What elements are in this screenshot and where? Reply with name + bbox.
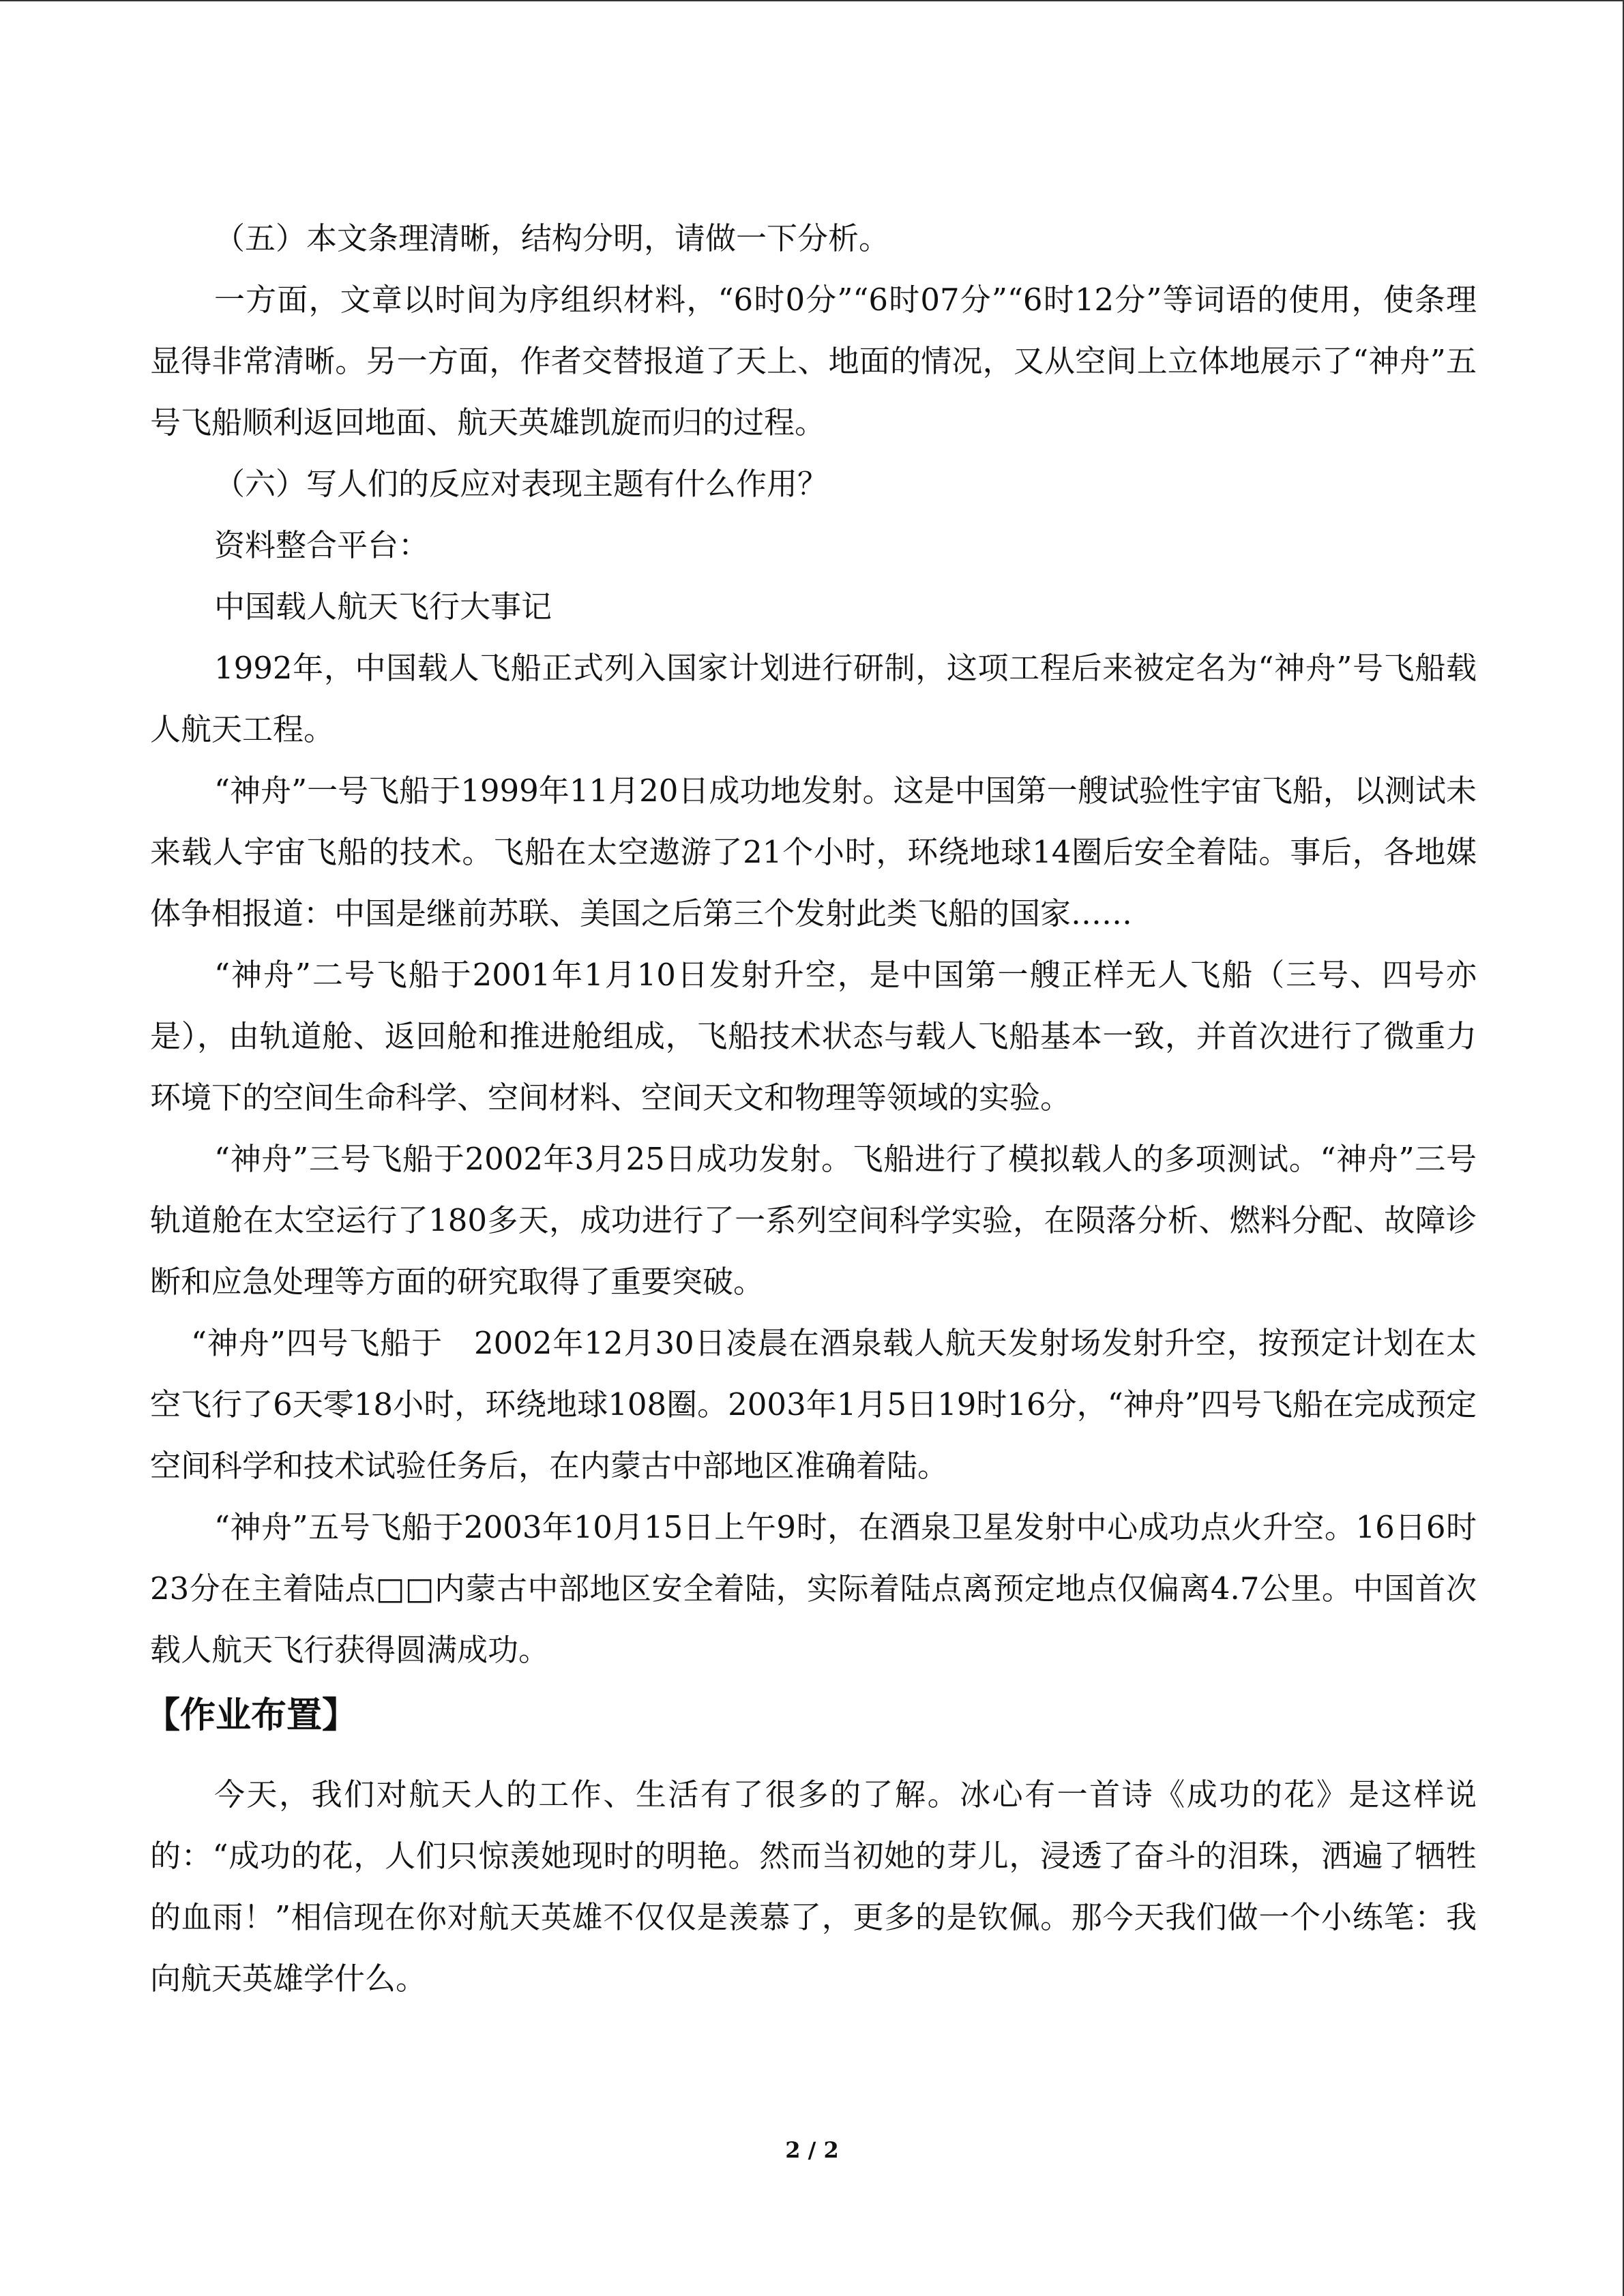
question-six: （六）写人们的反应对表现主题有什么作用？	[214, 466, 829, 502]
resource-platform-label: 资料整合平台：	[214, 527, 430, 563]
chronicle-shenzhou-3: “神舟”三号飞船于2002年3月25日成功发射。飞船进行了模拟载人的多项测试。“神舟”三号轨道舱在太空运行了180多天，成功进行了一系列空间科学实验，在陨落分析、燃料分配、故障诊断和应急处理等方面的研究取得了重要突破。	[150, 1141, 1477, 1300]
page-top-border	[0, 0, 1624, 1]
page-number: 2 / 2	[785, 2137, 839, 2163]
question-five: （五）本文条理清晰，结构分明，请做一下分析。	[214, 220, 890, 256]
chronicle-shenzhou-2: “神舟”二号飞船于2001年1月10日发射升空，是中国第一艘正样无人飞船（三号、四号亦是），由轨道舱、返回舱和推进舱组成，飞船技术状态与载人飞船基本一致，并首次进行了微重力环境下的空间生命科学、空间材料、空间天文和物理等领域的实验。	[150, 957, 1477, 1116]
homework-paragraph: 今天，我们对航天人的工作、生活有了很多的了解。冰心有一首诗《成功的花》是这样说的：“成功的花，人们只惊羡她现时的明艳。然而当初她的芽儿，浸透了奋斗的泪珠，洒遍了牺牲的血雨！”相信现在你对航天英雄不仅仅是羡慕了，更多的是钦佩。那今天我们做一个小练笔：我向航天英雄学什么。	[150, 1776, 1477, 1997]
homework-heading: 【作业布置】	[145, 1695, 358, 1736]
chronicle-1992: 1992年，中国载人飞船正式列入国家计划进行研制，这项工程后来被定名为“神舟”号飞船载人航天工程。	[150, 650, 1477, 747]
document-body	[145, 208, 1477, 2010]
chronicle-shenzhou-1: “神舟”一号飞船于1999年11月20日成功地发射。这是中国第一艘试验性宇宙飞船，以测试未来载人宇宙飞船的技术。飞船在太空遨游了21个小时，环绕地球14圈后安全着陆。事后，各地媒体争相报道：中国是继前苏联、美国之后第三个发射此类飞船的国家……	[150, 773, 1477, 931]
chronicle-shenzhou-4: “神舟”四号飞船于 2002年12月30日凌晨在酒泉载人航天发射场发射升空，按预定计划在太空飞行了6天零18小时，环绕地球108圈。2003年1月5日19时16分，“神舟”四号飞船在完成预定空间科学和技术试验任务后，在内蒙古中部地区准确着陆。	[150, 1325, 1477, 1484]
chronicle-title: 中国载人航天飞行大事记	[214, 588, 552, 625]
chronicle-shenzhou-5: “神舟”五号飞船于2003年10月15日上午9时，在酒泉卫星发射中心成功点火升空。16日6时23分在主着陆点□□内蒙古中部地区安全着陆，实际着陆点离预定地点仅偏离4.7公里。中国首次载人航天飞行获得圆满成功。	[150, 1509, 1477, 1668]
answer-five: 一方面，文章以时间为序组织材料，“6时0分”“6时07分”“6时12分”等词语的使用，使条理显得非常清晰。另一方面，作者交替报道了天上、地面的情况，又从空间上立体地展示了“神舟”五号飞船顺利返回地面、航天英雄凯旋而归的过程。	[150, 282, 1477, 441]
